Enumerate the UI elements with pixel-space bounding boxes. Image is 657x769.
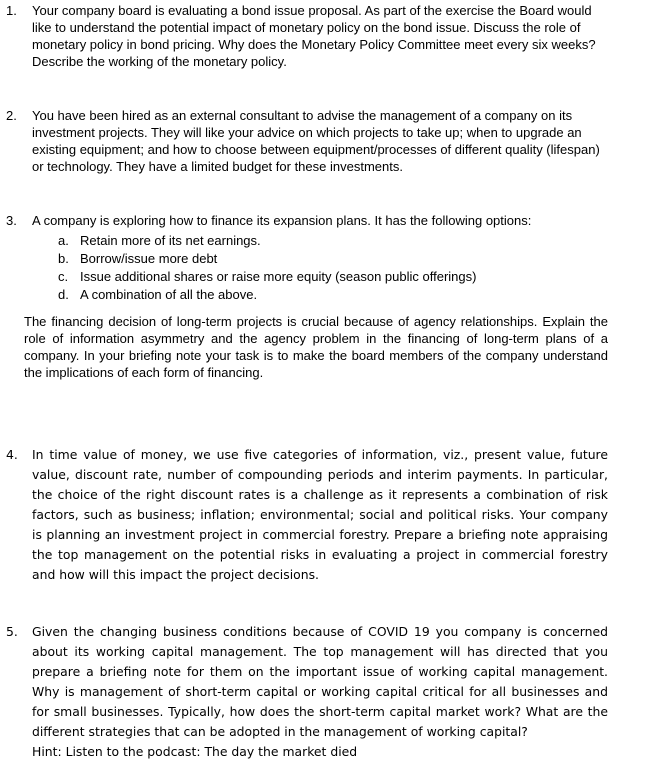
question-number: 2.	[6, 108, 17, 123]
option-text: A combination of all the above.	[80, 287, 258, 302]
question-hint: Hint: Listen to the podcast: The day the market died	[32, 744, 358, 759]
question-number: 3.	[6, 213, 17, 228]
question-text: You have been hired as an external consultant to advise the management of a company on its investment projects. They will like your advice on which projects to take up; when to upgrade an existing equipment; and how to choose between equipment/processes of different quality (lifespan) or technology. They have a limited budget for these investments.	[32, 108, 600, 174]
option-letter: a.	[58, 233, 69, 248]
question-number: 5.	[6, 624, 18, 639]
option-letter: c.	[58, 269, 69, 284]
option-text: Retain more of its net earnings.	[80, 233, 261, 248]
option-letter: b.	[58, 251, 69, 266]
option-letter: d.	[58, 287, 69, 302]
option-text: Issue additional shares or raise more equity (season public offerings)	[80, 269, 477, 284]
option-text: Borrow/issue more debt	[80, 251, 218, 266]
question-number: 1.	[6, 3, 17, 18]
question-followup-text: The financing decision of long-term projects is crucial because of agency relationships. Explain the role of information asymmetry and the agency problem in the financing of long-term plans of a company. In your briefing note your task is to make the board members of the company understand the implications of each form of financing.	[24, 314, 608, 380]
question-text: Given the changing business conditions because of COVID 19 you company is concerned about its working capital management. The top management will has directed that you prepare a briefing note for them on the important issue of working capital management. Why is management of short-term capital or working capital critical for all businesses and for small businesses. Typically, how does the short-term capital market work? What are the different strategies that can be adopted in the management of working capital?	[32, 624, 608, 739]
question-number: 4.	[6, 447, 18, 462]
question-text: In time value of money, we use five categories of information, viz., present value, future value, discount rate, number of compounding periods and interim payments. In particular, the choice of the right discount rates is a challenge as it represents a combination of risk factors, such as business; inflation; environmental; social and political risks. Your company is planning an investment project in commercial forestry. Prepare a briefing note appraising the top management on the potential risks in evaluating a project in commercial forestry and how will this impact the project decisions.	[32, 447, 608, 582]
question-intro: A company is exploring how to finance its expansion plans. It has the following options:	[32, 213, 532, 228]
question-text: Your company board is evaluating a bond issue proposal. As part of the exercise the Board would like to understand the potential impact of monetary policy on the bond issue. Discuss the role of monetary policy in bond pricing. Why does the Monetary Policy Committee meet every six weeks? Describe the working of the monetary policy.	[32, 3, 596, 69]
